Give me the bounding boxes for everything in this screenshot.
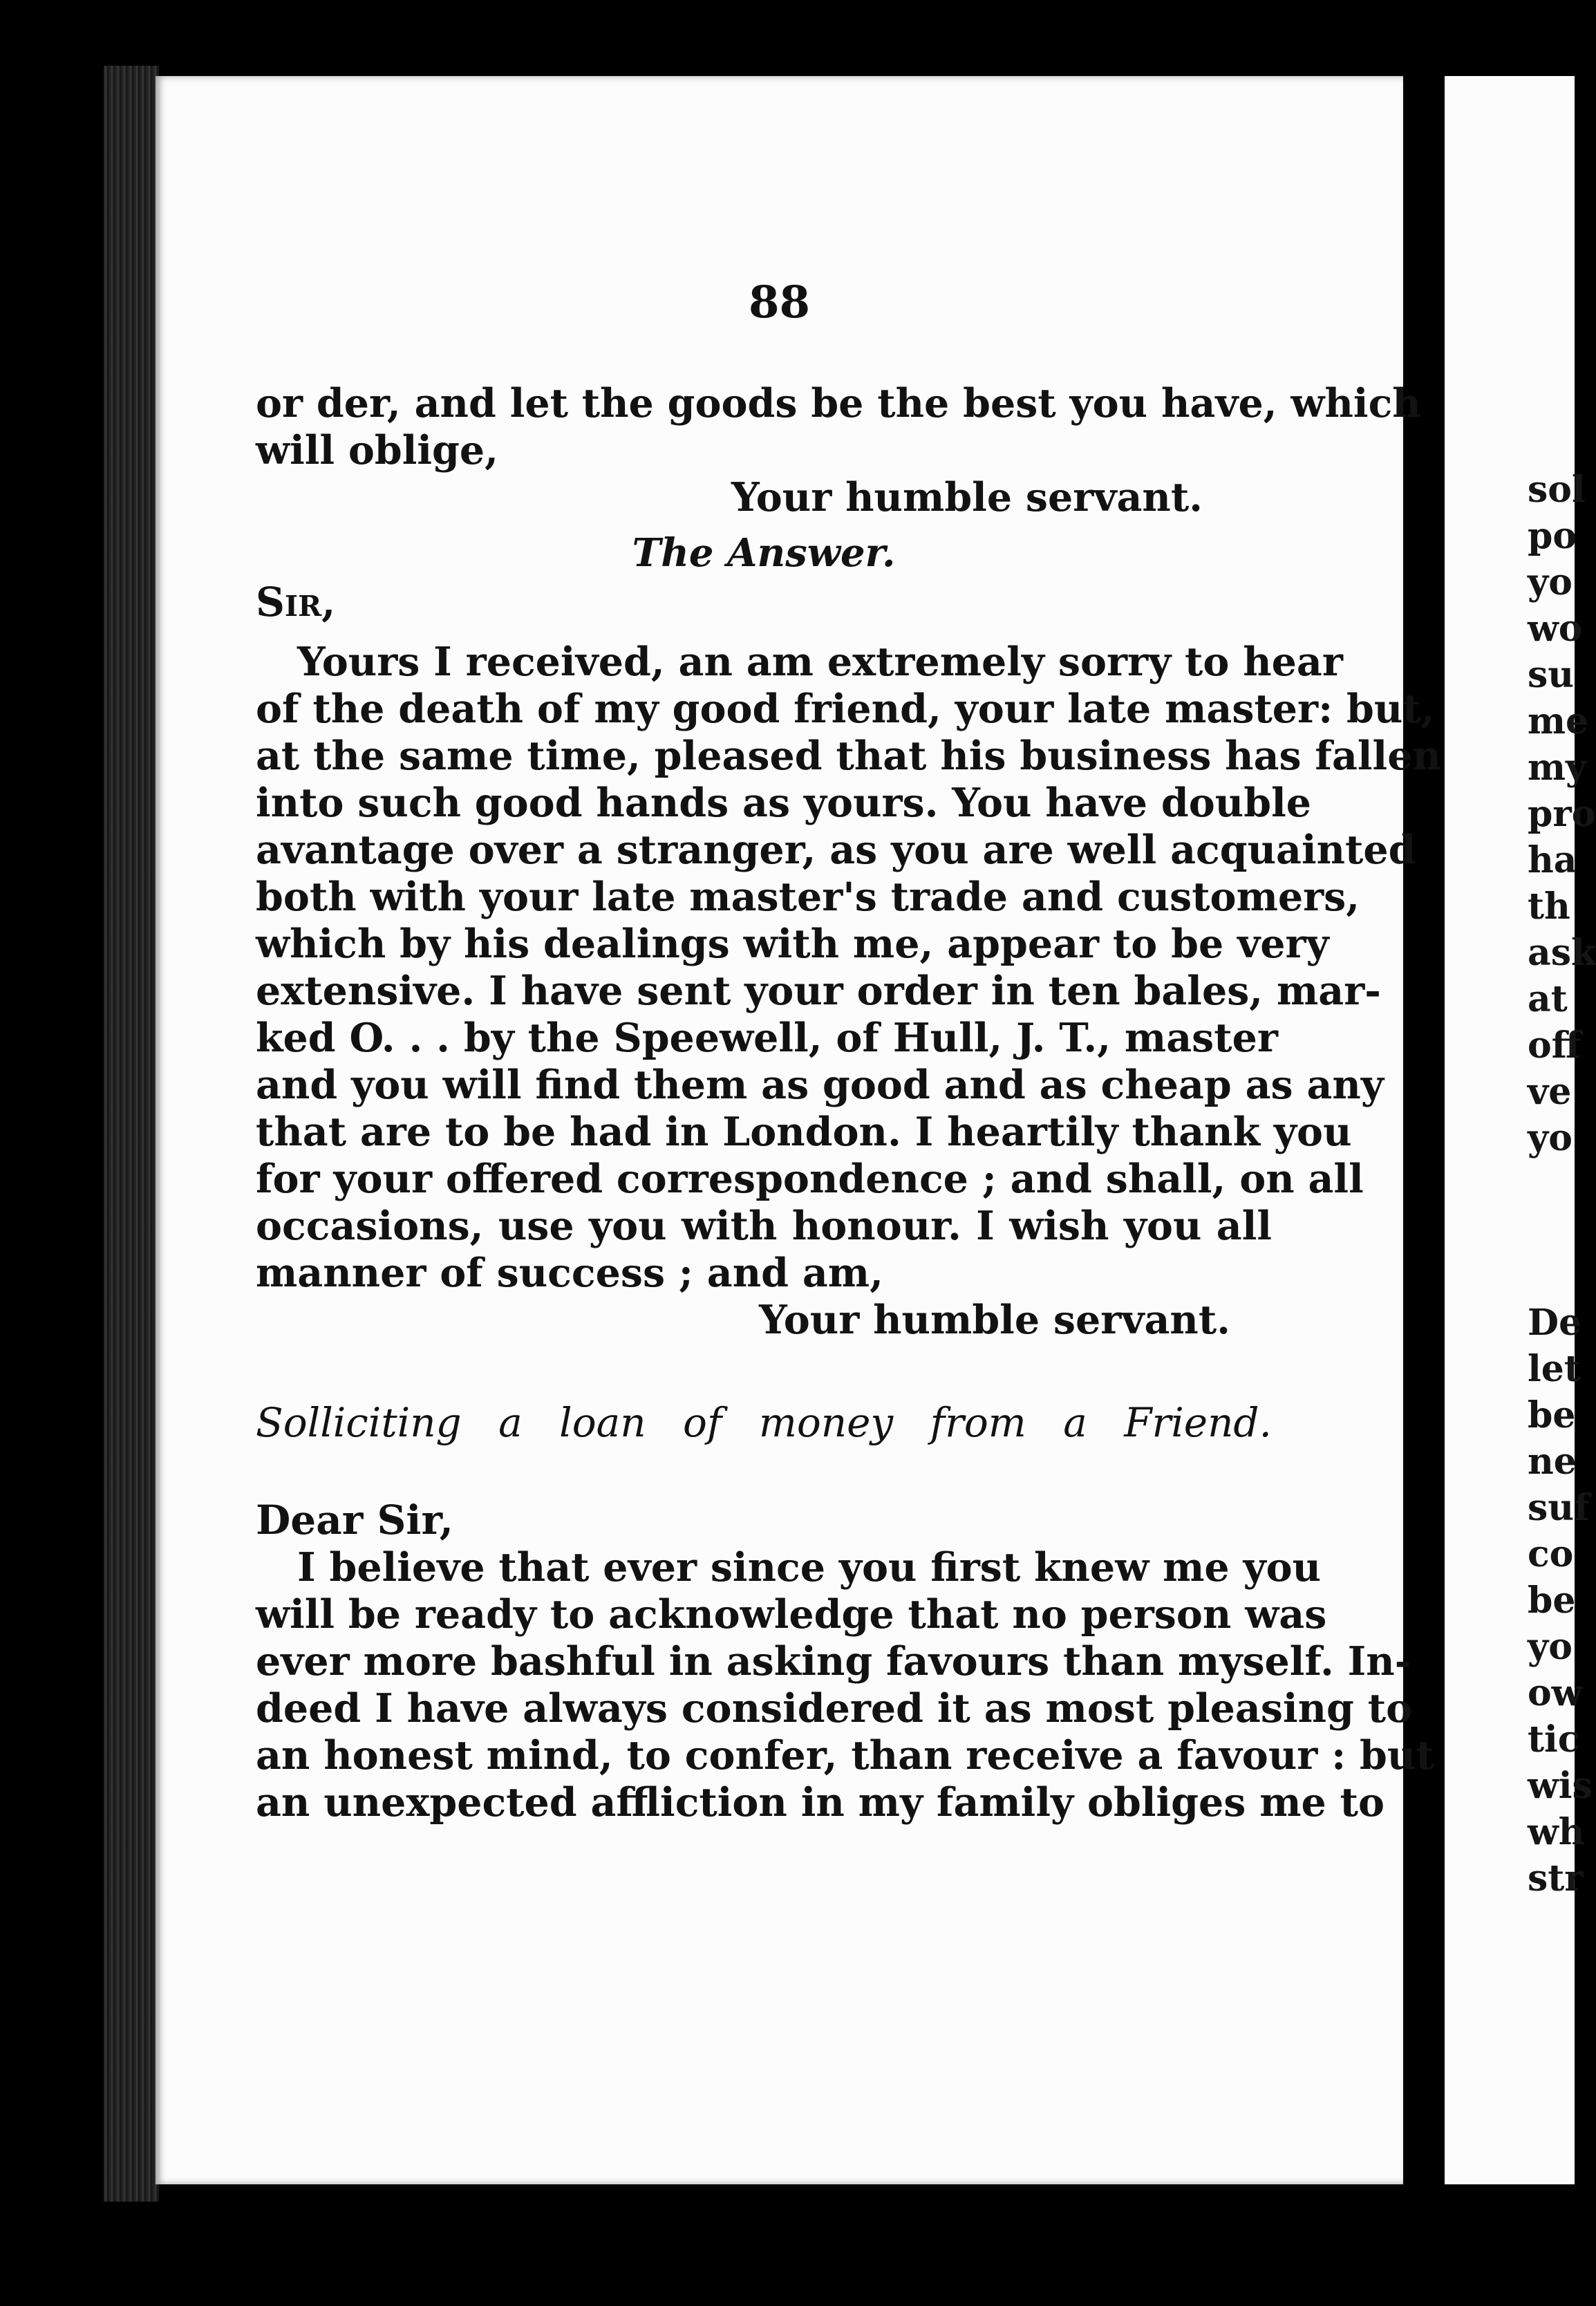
right-page-edge xyxy=(1445,76,1596,2184)
text-line: occasions, use you with honour. I wish you all xyxy=(256,1203,1272,1249)
text-line: which by his dealings with me, appear to be very xyxy=(256,921,1329,967)
right-page-fragments xyxy=(1528,467,1596,1902)
text-line: extensive. I have sent your order in ten bales, mar- xyxy=(256,968,1381,1014)
right-page-fragment: ve xyxy=(1528,1071,1572,1113)
text-line: of the death of my good friend, your late master: but, xyxy=(256,686,1435,732)
right-page-fragment: pro xyxy=(1528,793,1596,835)
right-page-fragment: suf xyxy=(1528,1487,1590,1529)
text-line: and you will find them as good and as cheap as any xyxy=(256,1062,1384,1108)
page-text xyxy=(256,380,1441,1826)
right-page-fragment: ha xyxy=(1528,839,1577,881)
right-page-fragment: wo xyxy=(1528,608,1583,650)
text-line: at the same time, pleased that his business has fallen xyxy=(256,733,1441,779)
right-page-fragment: th xyxy=(1528,885,1570,928)
right-page-fragment: be xyxy=(1528,1394,1576,1436)
text-line: ever more bashful in asking favours than myself. In- xyxy=(256,1638,1411,1685)
right-page-fragment: su xyxy=(1528,654,1575,696)
right-page-fragment: let xyxy=(1528,1348,1581,1390)
text-line: manner of success ; and am, xyxy=(256,1250,883,1296)
right-page-fragment: yo xyxy=(1528,1117,1572,1159)
right-page-fragment: sol xyxy=(1528,469,1586,511)
book-spine-edge xyxy=(104,66,159,2202)
right-page-fragment: me xyxy=(1528,700,1589,742)
right-page-fragment: be xyxy=(1528,1579,1576,1622)
right-page-fragment: wh xyxy=(1528,1811,1585,1853)
section-title: Solliciting a loan of money from a Friend. xyxy=(256,1399,1272,1446)
right-page-fragment: ow xyxy=(1528,1672,1583,1714)
right-page-fragment: po xyxy=(1528,515,1577,557)
text-line: or der, and let the goods be the best you have, which xyxy=(256,380,1421,426)
right-page-fragment: at xyxy=(1528,978,1568,1020)
right-page-fragment: yo xyxy=(1528,1626,1572,1668)
text-line: that are to be had in London. I heartily thank you xyxy=(256,1109,1352,1155)
right-page-fragment: wis xyxy=(1528,1765,1593,1807)
text-line: avantage over a stranger, as you are well acquainted xyxy=(256,827,1416,873)
right-page-fragment: my xyxy=(1528,747,1587,789)
right-page-fragment: De xyxy=(1528,1302,1582,1344)
signoff: Your humble servant. xyxy=(731,474,1203,521)
right-page-fragment: ne xyxy=(1528,1441,1577,1483)
answer-salutation: Sir, xyxy=(256,579,336,626)
text-line: for your offered correspondence ; and shall, on all xyxy=(256,1156,1364,1202)
answer-heading: The Answer. xyxy=(632,530,896,576)
signoff: Your humble servant. xyxy=(759,1297,1230,1343)
right-page-fragment: yo xyxy=(1528,561,1572,603)
text-line: an unexpected affliction in my family obliges me to xyxy=(256,1779,1384,1826)
text-line: will be ready to acknowledge that no person was xyxy=(256,1591,1327,1638)
letter-salutation: Dear Sir, xyxy=(256,1497,453,1544)
right-page-fragment: co xyxy=(1528,1533,1574,1575)
text-line: an honest mind, to confer, than receive a favour : but xyxy=(256,1732,1434,1779)
text-line: will oblige, xyxy=(256,427,499,474)
text-line: both with your late master's trade and customers, xyxy=(256,874,1360,920)
right-page-fragment: ask xyxy=(1528,932,1596,974)
text-line: I believe that ever since you first knew me you xyxy=(297,1544,1322,1591)
left-page xyxy=(156,76,1441,2184)
page-number: 88 xyxy=(748,276,811,328)
text-line: ked O. . . by the Speewell, of Hull, J. T., master xyxy=(256,1015,1278,1061)
right-page-fragment: str xyxy=(1528,1857,1584,1900)
right-page-fragment: off xyxy=(1528,1024,1581,1067)
right-page-fragment: tic xyxy=(1528,1718,1580,1761)
text-line: into such good hands as yours. You have double xyxy=(256,780,1312,826)
text-line: deed I have always considered it as most pleasing to xyxy=(256,1685,1413,1732)
text-line: Yours I received, an am extremely sorry to hear xyxy=(297,639,1343,685)
